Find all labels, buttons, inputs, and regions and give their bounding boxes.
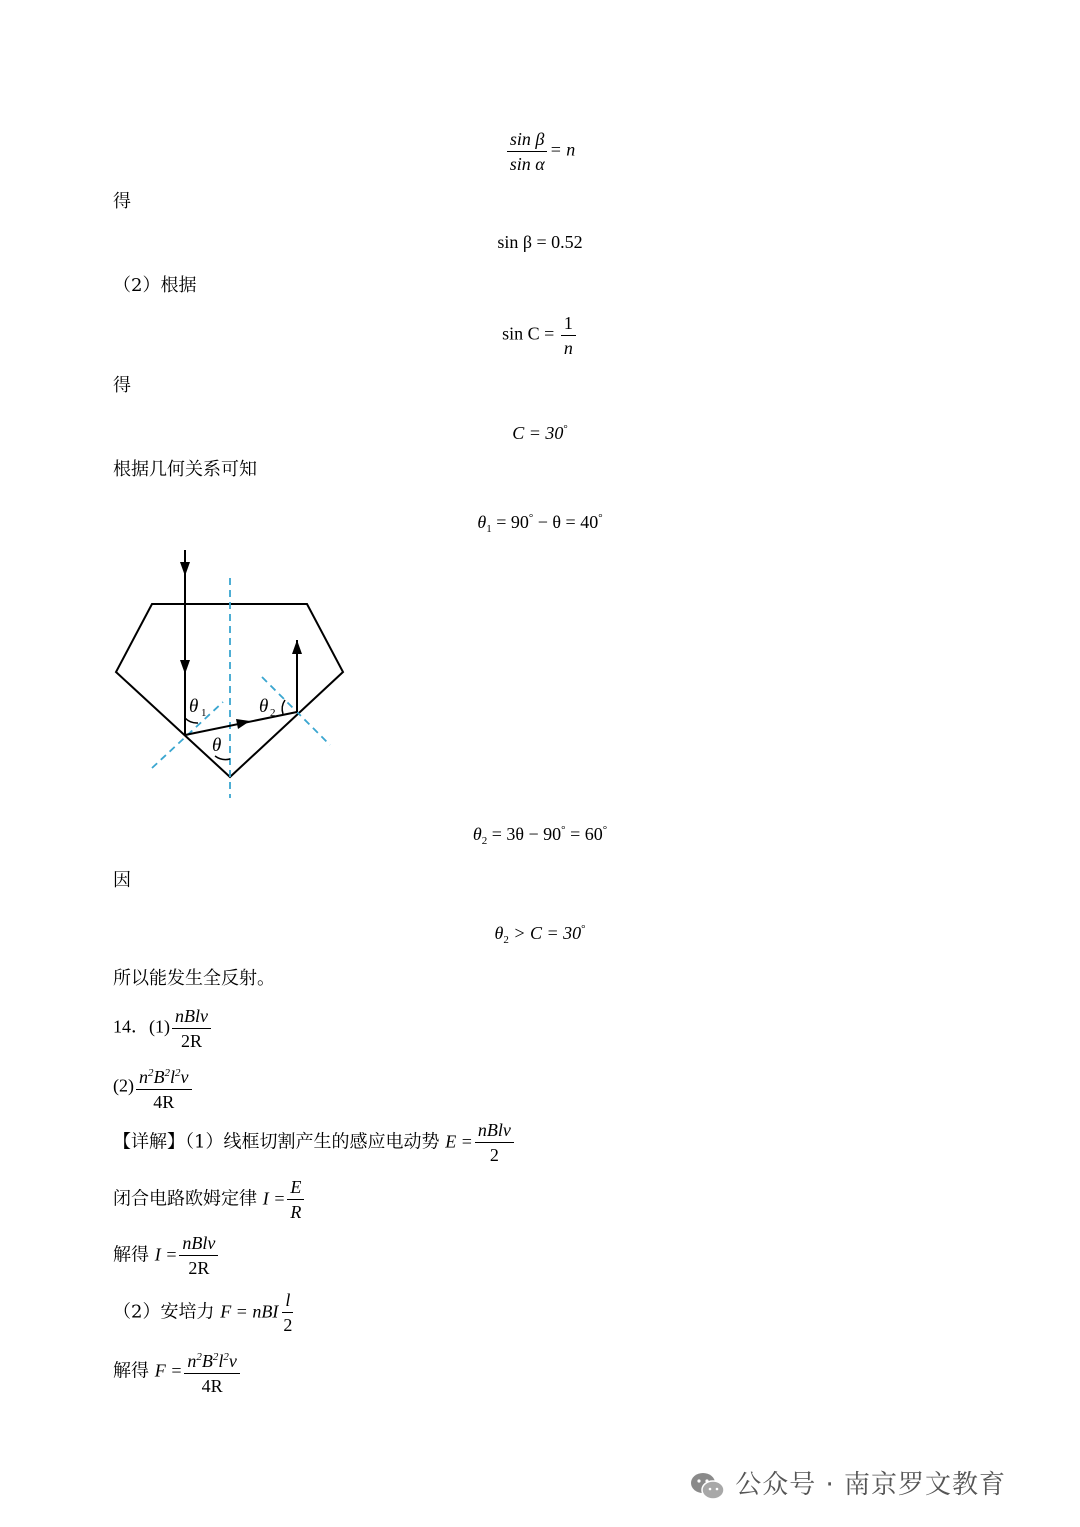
label-theta: θ [212, 735, 222, 756]
ans2-B: B [153, 1067, 165, 1087]
eq5-mid: − θ = 40 [533, 512, 599, 532]
emf-lhs: E = [445, 1131, 473, 1152]
ans2-l: l [170, 1067, 176, 1087]
ans1-numerator: nBlv [172, 1005, 211, 1029]
ans2-v: v [180, 1067, 189, 1087]
angle-arc-theta2 [282, 700, 285, 714]
eq1-rhs: = n [549, 139, 576, 160]
detail-line-current-result [113, 1232, 220, 1279]
ans1-denominator: 2R [180, 1031, 202, 1051]
ans2-denominator: 4R [153, 1092, 175, 1112]
q14-answer-1 [113, 1005, 213, 1052]
eq7-rest: > C = 30 [508, 923, 582, 943]
eq6-deg1: ° [561, 824, 566, 836]
label-theta1-sub: 1 [201, 707, 207, 719]
eq3-lhs: sin C = [502, 323, 555, 344]
current-result-denominator: 2R [188, 1258, 210, 1278]
detail-line-ohm [113, 1176, 306, 1223]
watermark-text: 公众号 · 南京罗文教育 [735, 1470, 1007, 1500]
current-result-lhs: I = [154, 1244, 178, 1265]
eq5-rest: = 90 [491, 512, 529, 532]
text-de-2: 得 [113, 375, 131, 396]
fr-exp-l: 2 [223, 1351, 229, 1363]
exit-arrow [292, 640, 302, 654]
force-lhs: F = nBI [220, 1301, 279, 1322]
equation-comparison [0, 918, 1080, 951]
text-geom-relation: 根据几何关系可知 [113, 459, 257, 480]
force-numerator: l [282, 1289, 293, 1313]
equation-c-value [0, 418, 1080, 444]
force-result-numerator [184, 1346, 240, 1374]
watermark [688, 1464, 1006, 1501]
eq5-deg1: ° [528, 512, 534, 524]
q14-part2-label: (2) [113, 1075, 134, 1096]
emf-denominator: 2 [489, 1145, 499, 1165]
incident-arrow [180, 562, 190, 576]
q14-answer-2 [113, 1062, 194, 1113]
label-theta2-sub: 2 [270, 707, 276, 719]
fr-v: v [228, 1351, 237, 1371]
eq7-theta: θ [494, 923, 504, 943]
eq1-denominator: sin α [509, 154, 545, 174]
fr-n: n [187, 1351, 197, 1371]
eq6-deg2: ° [602, 824, 608, 836]
ampere-force-label: （2）安培力 [113, 1301, 215, 1323]
angle-arc-theta1 [185, 718, 198, 723]
label-theta1: θ [189, 696, 199, 717]
ans2-exp-n: 2 [148, 1067, 154, 1079]
fr-exp-B: 2 [212, 1351, 219, 1363]
equation-theta2 [0, 819, 1080, 852]
fr-l: l [218, 1351, 224, 1371]
q14-label: 14．(1) [113, 1016, 170, 1037]
detail-prefix: 【详解】（1）线框切割产生的感应电动势 [113, 1131, 440, 1153]
fr-B: B [201, 1351, 213, 1371]
detail-line-force [113, 1289, 297, 1336]
text-de-1: 得 [113, 191, 131, 212]
ans2-exp-B: 2 [164, 1067, 170, 1079]
angle-arc-theta [215, 756, 230, 760]
wechat-icon [688, 1471, 726, 1501]
eq7-sub: 2 [503, 934, 509, 946]
label-theta2: θ [259, 696, 269, 717]
ohm-law-label: 闭合电路欧姆定律 [113, 1188, 257, 1210]
eq3-numerator: 1 [561, 312, 576, 336]
detail-line-force-result [113, 1346, 242, 1397]
internal-arrow [236, 719, 250, 729]
ans2-numerator [136, 1062, 192, 1090]
incident-arrow-2 [180, 660, 190, 674]
current-denominator: R [290, 1202, 302, 1222]
equation-critical-angle [0, 312, 1080, 359]
equation-theta1 [0, 507, 1080, 540]
text-conclusion: 所以能发生全反射。 [113, 968, 275, 989]
ans2-exp-l: 2 [175, 1067, 181, 1079]
eq3-denominator: n [563, 338, 573, 358]
eq6-theta: θ [472, 824, 482, 844]
eq5-deg2: ° [598, 512, 603, 524]
text-yin: 因 [113, 870, 131, 891]
current-result-numerator: nBlv [179, 1232, 218, 1256]
prism-diagram [105, 540, 365, 805]
text-part2-basis: （2）根据 [113, 275, 197, 296]
detail-line-emf [113, 1119, 516, 1166]
eq5-theta: θ [477, 512, 487, 532]
eq6-rest: = 3θ − 90 [487, 824, 562, 844]
jiede-label-1: 解得 [113, 1244, 149, 1266]
eq1-numerator: sin β [507, 128, 547, 152]
force-result-denominator: 4R [201, 1376, 223, 1396]
jiede-label-2: 解得 [113, 1360, 149, 1382]
eq5-sub: 1 [486, 523, 492, 535]
current-numerator: E [287, 1176, 304, 1200]
eq4-degree: ° [563, 423, 568, 435]
eq7-deg: ° [581, 923, 586, 935]
eq6-mid: = 60 [565, 824, 603, 844]
current-lhs: I = [262, 1188, 286, 1209]
equation-snell [0, 128, 1080, 175]
emf-numerator: nBlv [475, 1119, 514, 1143]
fr-exp-n: 2 [196, 1351, 202, 1363]
eq6-sub: 2 [481, 835, 488, 847]
equation-sin-beta: sin β = 0.52 [497, 232, 583, 252]
force-denominator: 2 [283, 1315, 293, 1335]
ans2-n: n [139, 1067, 148, 1087]
force-result-lhs: F = [154, 1360, 183, 1381]
eq4-lhs: C = 30 [512, 423, 564, 443]
